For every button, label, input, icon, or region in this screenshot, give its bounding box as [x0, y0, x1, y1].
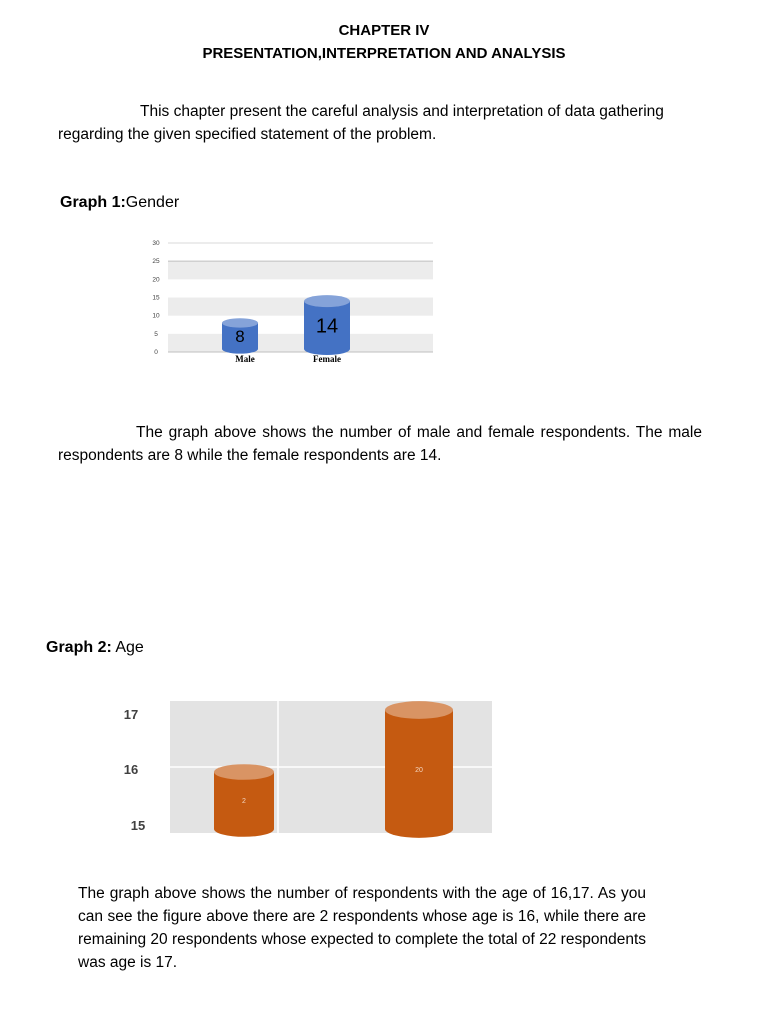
- chapter-heading: CHAPTER IV: [338, 22, 430, 39]
- bar-0: [214, 764, 274, 837]
- y-tick-label: 25: [152, 258, 160, 266]
- y-tick-label: 15: [152, 294, 160, 302]
- graph2-label-text: Age: [111, 639, 144, 656]
- graph2-label-bold: Graph 2:: [46, 639, 112, 656]
- y-tick-label: 0: [154, 349, 158, 356]
- y-tick-label: 16: [123, 762, 139, 777]
- bar-top: [385, 701, 453, 719]
- y-tick-label: 10: [152, 312, 160, 320]
- y-tick-label: 17: [123, 707, 139, 722]
- bar-value-label: 14: [315, 315, 339, 338]
- y-tick-label: 5: [154, 330, 158, 338]
- bar-1: [385, 701, 453, 838]
- bar-value-label: 8: [235, 327, 245, 347]
- graph2-label: [46, 639, 144, 657]
- y-tick-label: 20: [152, 276, 160, 284]
- bar-value-label: 20: [415, 767, 423, 775]
- bar-0: [222, 318, 258, 353]
- bar-1: [304, 295, 350, 355]
- bar-value-label: 2: [242, 798, 246, 806]
- grid-band: [168, 261, 433, 279]
- grid-band: [168, 334, 433, 352]
- graph2-description: The graph above shows the number of respondents with the age of 16,17. As you can see the figure above there are 2 respondents whose age is 16, while there are remaining 20 respondents whose expected to complete the total of 22 respondents was age is 17.: [78, 885, 646, 971]
- y-tick-label: 15: [130, 818, 146, 833]
- x-category-label: Male: [235, 354, 255, 364]
- graph1-label-bold: Graph 1:: [60, 194, 126, 211]
- y-tick-label: 30: [152, 240, 160, 247]
- bar-top: [214, 764, 274, 780]
- bar-top: [304, 295, 350, 307]
- graph1-description: The graph above shows the number of male and female respondents. The male respondents are 8 while the female respondents are 14.: [58, 424, 702, 464]
- graph1-label-text: Gender: [125, 194, 180, 211]
- grid-band: [168, 298, 433, 316]
- x-category-label: Female: [313, 354, 341, 364]
- chapter-title: PRESENTATION,INTERPRETATION AND ANALYSIS: [202, 45, 566, 62]
- intro-text: This chapter present the careful analysis and interpretation of data gathering regarding the given specified statement of the problem.: [58, 103, 664, 143]
